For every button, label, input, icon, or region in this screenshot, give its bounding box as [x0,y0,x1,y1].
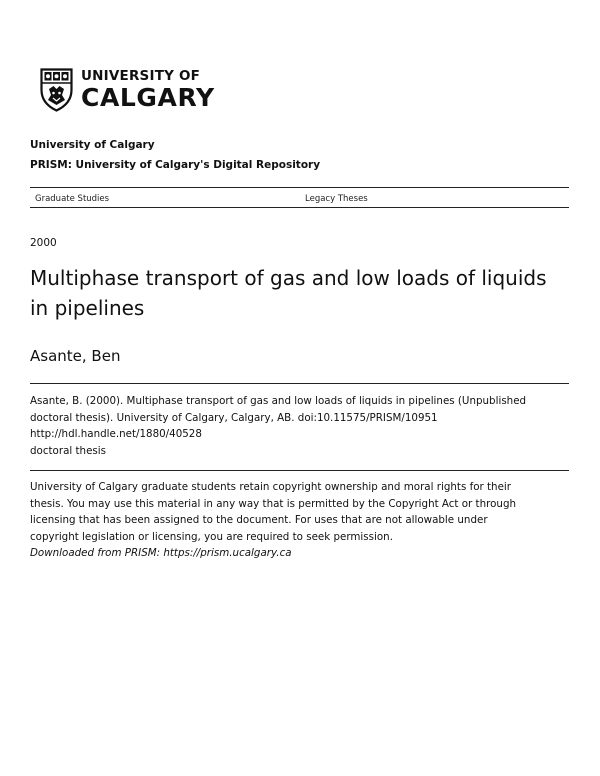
repository-name: PRISM: University of Calgary's Digital Repository [30,159,321,171]
downloaded-from-link[interactable]: Downloaded from PRISM: https://prism.ucalgary.ca [30,547,292,559]
rights-line-2: thesis. You may use this material in any way that is permitted by the Copyright Act or through [30,497,517,510]
divider-rights [30,470,569,471]
document-title: Multiphase transport of gas and low loads of liquids in pipelines [30,266,547,320]
collection-legacy-theses: Legacy Theses [305,194,368,204]
publication-year: 2000 [30,237,57,249]
institution-name: University of Calgary [30,139,155,151]
divider-top [30,187,569,188]
university-logo [40,67,215,113]
logo-line-university-of: UNIVERSITY OF [81,68,201,85]
divider-collections [30,207,569,208]
rights-line-3: licensing that has been assigned to the document. For uses that are not allowable under [30,514,488,526]
document-type: doctoral thesis [30,444,106,457]
rights-line-1: University of Calgary graduate students retain copyright ownership and moral rights for their [30,481,512,493]
divider-citation [30,383,569,384]
citation-block [30,393,560,459]
university-crest-icon [40,68,73,112]
citation-line-1: Asante, B. (2000). Multiphase transport of gas and low loads of liquids in pipelines (Unpublished [30,395,527,407]
logo-wordmark [81,70,215,110]
rights-line-4: copyright legislation or licensing, you are required to seek permission. [30,530,393,543]
logo-line-calgary: CALGARY [81,82,215,112]
document-author: Asante, Ben [30,347,121,365]
handle-link[interactable]: http://hdl.handle.net/1880/40528 [30,428,202,440]
citation-line-2: doctoral thesis). University of Calgary, Calgary, AB. doi:10.11575/PRISM/10951 [30,411,438,424]
collection-graduate-studies: Graduate Studies [35,194,110,204]
rights-statement [30,479,570,562]
